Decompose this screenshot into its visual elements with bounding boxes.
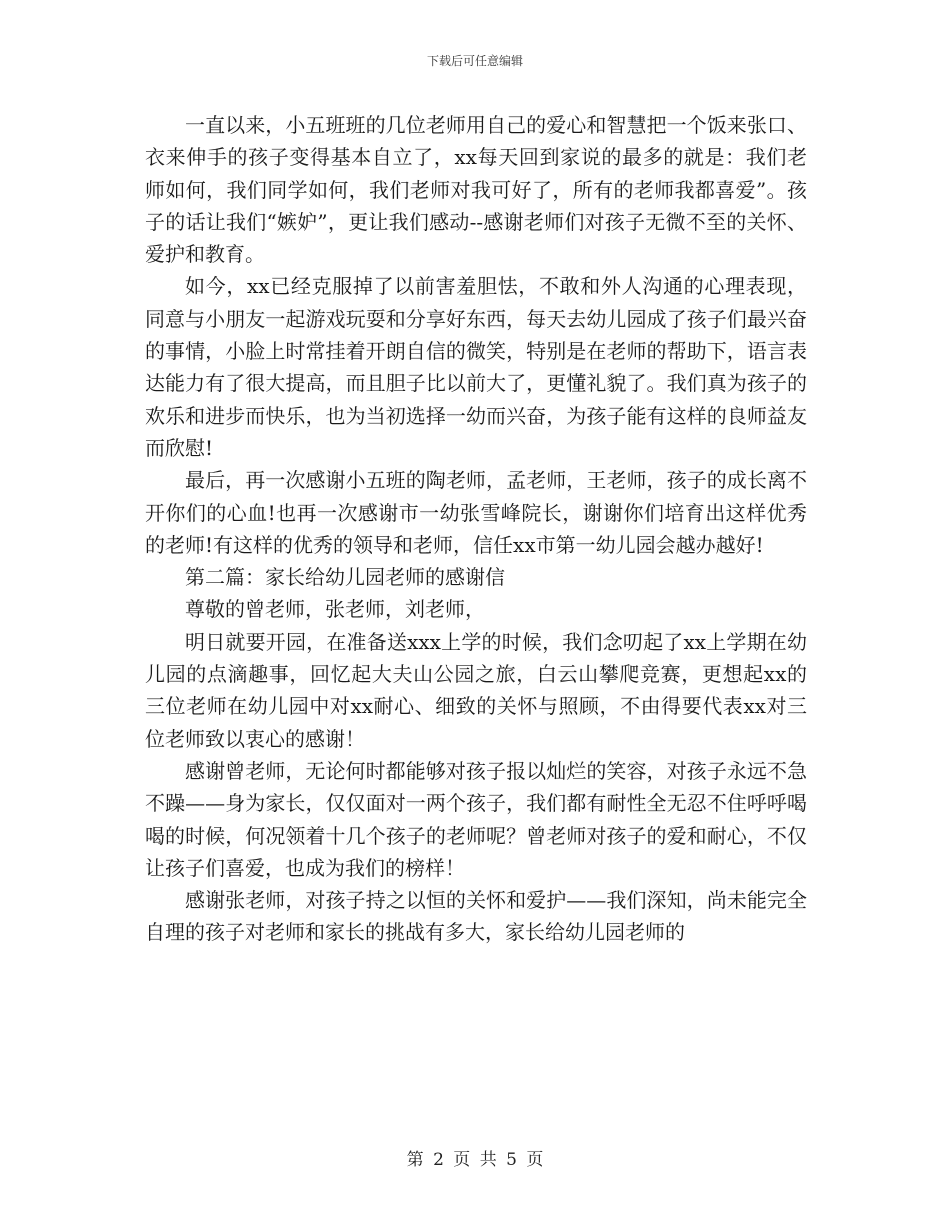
- page-number: 第 2 页 共 5 页: [406, 1150, 544, 1170]
- paragraph-school-opening: 明日就要开园，在准备送xxx上学的时候，我们念叨起了xx上学期在幼儿园的点滴趣事，回忆起大夫山公园之旅，白云山攀爬竞赛，更想起xx的三位老师在幼儿园中对xx耐心、细致的关怀与照顾，不由得要代表xx对三位老师致以衷心的感谢！: [145, 629, 807, 751]
- paragraph-thanks-teacher-zhang: 感谢张老师，对孩子持之以恒的关怀和爱护——我们深知，尚未能完全自理的孩子对老师和家长的挑战有多大，家长给幼儿园老师的: [145, 888, 807, 945]
- page-header-note: 下载后可任意编辑: [426, 54, 523, 68]
- paragraph-child-progress: 如今，xx已经克服掉了以前害羞胆怯，不敢和外人沟通的心理表现，同意与小朋友一起游戏玩耍和分享好东西，每天去幼儿园成了孩子们最兴奋的事情，小脸上时常挂着开朗自信的微笑，特别是在老师的帮助下，语言表达能力有了很大提高，而且胆子比以前大了，更懂礼貌了。我们真为孩子的欢乐和进步而快乐，也为当初选择一幼而兴奋，为孩子能有这样的良师益友而欣慰!: [145, 274, 807, 460]
- section-heading-part-two: 第二篇：家长给幼儿园老师的感谢信: [185, 565, 505, 590]
- paragraph-gratitude-intro: 一直以来，小五班班的几位老师用自己的爱心和智慧把一个饭来张口、衣来伸手的孩子变得基本自立了，xx每天回到家说的最多的就是：我们老师如何，我们同学如何，我们老师对我可好了，所有的老师我都喜爱”。孩子的话让我们“嫉妒”，更让我们感动--感谢老师们对孩子无微不至的关怀、爱护和教育。: [145, 113, 807, 267]
- document-body: [145, 109, 807, 949]
- paragraph-closing-thanks: 最后，再一次感谢小五班的陶老师，孟老师，王老师，孩子的成长离不开你们的心血!也再一次感谢市一幼张雪峰院长，谢谢你们培育出这样优秀的老师!有这样的优秀的领导和老师，信任xx市第一幼儿园会越办越好!: [145, 468, 807, 557]
- letter-salutation: 尊敬的曾老师，张老师，刘老师，: [185, 597, 485, 622]
- paragraph-thanks-teacher-zeng: 感谢曾老师，无论何时都能够对孩子报以灿烂的笑容，对孩子永远不急不躁——身为家长，仅仅面对一两个孩子，我们都有耐性全无忍不住呼呼喝喝的时候，何况领着十几个孩子的老师呢？曾老师对孩子的爱和耐心，不仅让孩子们喜爱，也成为我们的榜样！: [145, 758, 807, 880]
